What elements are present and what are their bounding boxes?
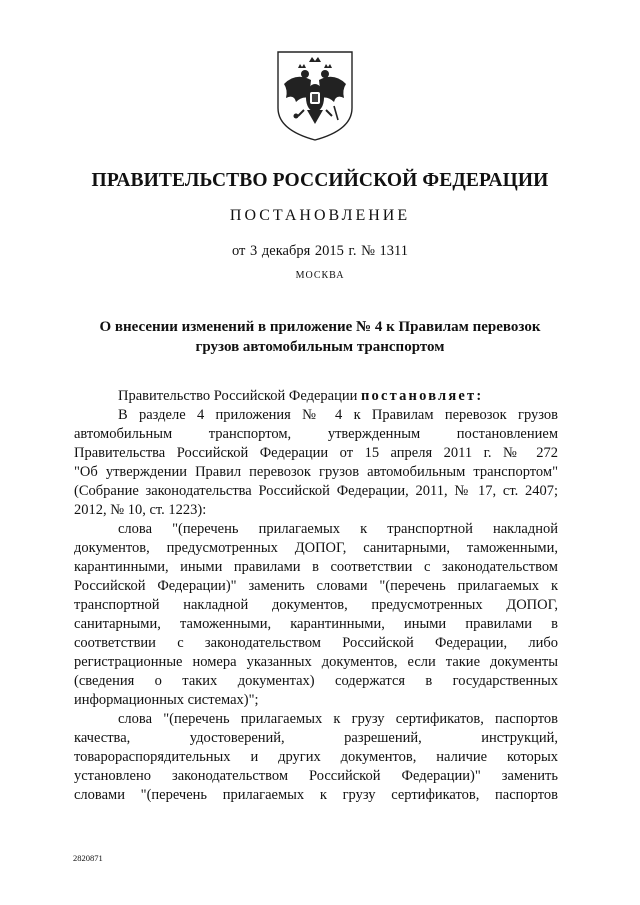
document-body: [74, 387, 558, 805]
body-line: транспортной накладной документов, предусмотренных ДОПОГ,: [74, 597, 558, 613]
government-title: ПРАВИТЕЛЬСТВО РОССИЙСКОЙ ФЕДЕРАЦИИ: [91, 170, 549, 191]
body-line: соответствии с законодательством Российской Федерации, либо: [74, 635, 558, 651]
body-line: 2012, № 10, ст. 1223):: [74, 502, 207, 518]
document-date-number: от 3 декабря 2015 г. № 1311: [232, 243, 408, 259]
body-line: автомобильным транспортом, утвержденным постановлением: [74, 426, 558, 442]
intro-text: Правительство Российской Федерации: [118, 388, 361, 404]
document-code: 2820871: [73, 853, 103, 863]
body-line: (сведения о таких документах) содержатся в государственных: [74, 673, 558, 689]
body-line: установлено законодательством Российской Федерации)" заменить: [74, 768, 558, 784]
body-line: слова "(перечень прилагаемых к транспортной накладной: [118, 521, 558, 537]
document-subject: [0, 317, 640, 357]
body-intro: [74, 387, 558, 406]
body-line: Российской Федерации)" заменить словами "(перечень прилагаемых к: [74, 578, 558, 594]
document-city: МОСКВА: [295, 270, 345, 281]
body-line: регистрационные номера указанных документов, если такие документы: [74, 654, 558, 670]
subject-line-1: О внесении изменений в приложение № 4 к Правилам перевозок: [99, 319, 541, 335]
coat-of-arms-emblem-icon: [276, 50, 354, 142]
body-line: санитарными, таможенными, карантинными, иными правилами в: [74, 616, 558, 632]
intro-decree-word: постановляет:: [360, 388, 484, 404]
document-type: ПОСТАНОВЛЕНИЕ: [229, 207, 411, 224]
body-line: В разделе 4 приложения № 4 к Правилам перевозок грузов: [118, 407, 558, 423]
subject-line-2: грузов автомобильным транспортом: [195, 339, 445, 355]
body-line: (Собрание законодательства Российской Федерации, 2011, № 17, ст. 2407;: [74, 483, 558, 499]
body-line: товарораспорядительных и других документов, наличие которых: [74, 749, 558, 765]
body-line: слова "(перечень прилагаемых к грузу сертификатов, паспортов: [118, 711, 558, 727]
body-line: карантинными, иными правилами в соответствии с законодательством: [74, 559, 558, 575]
body-line: информационных системах)";: [74, 692, 259, 708]
body-line: документов, предусмотренных ДОПОГ, санитарными, таможенными,: [74, 540, 558, 556]
body-line: Правительства Российской Федерации от 15 апреля 2011 г. № 272: [74, 445, 558, 461]
body-line: качества, удостоверений, разрешений, инструкций,: [74, 730, 558, 746]
body-line: "Об утверждении Правил перевозок грузов автомобильным транспортом": [74, 464, 558, 480]
body-line: словами "(перечень прилагаемых к грузу сертификатов, паспортов: [74, 787, 558, 803]
